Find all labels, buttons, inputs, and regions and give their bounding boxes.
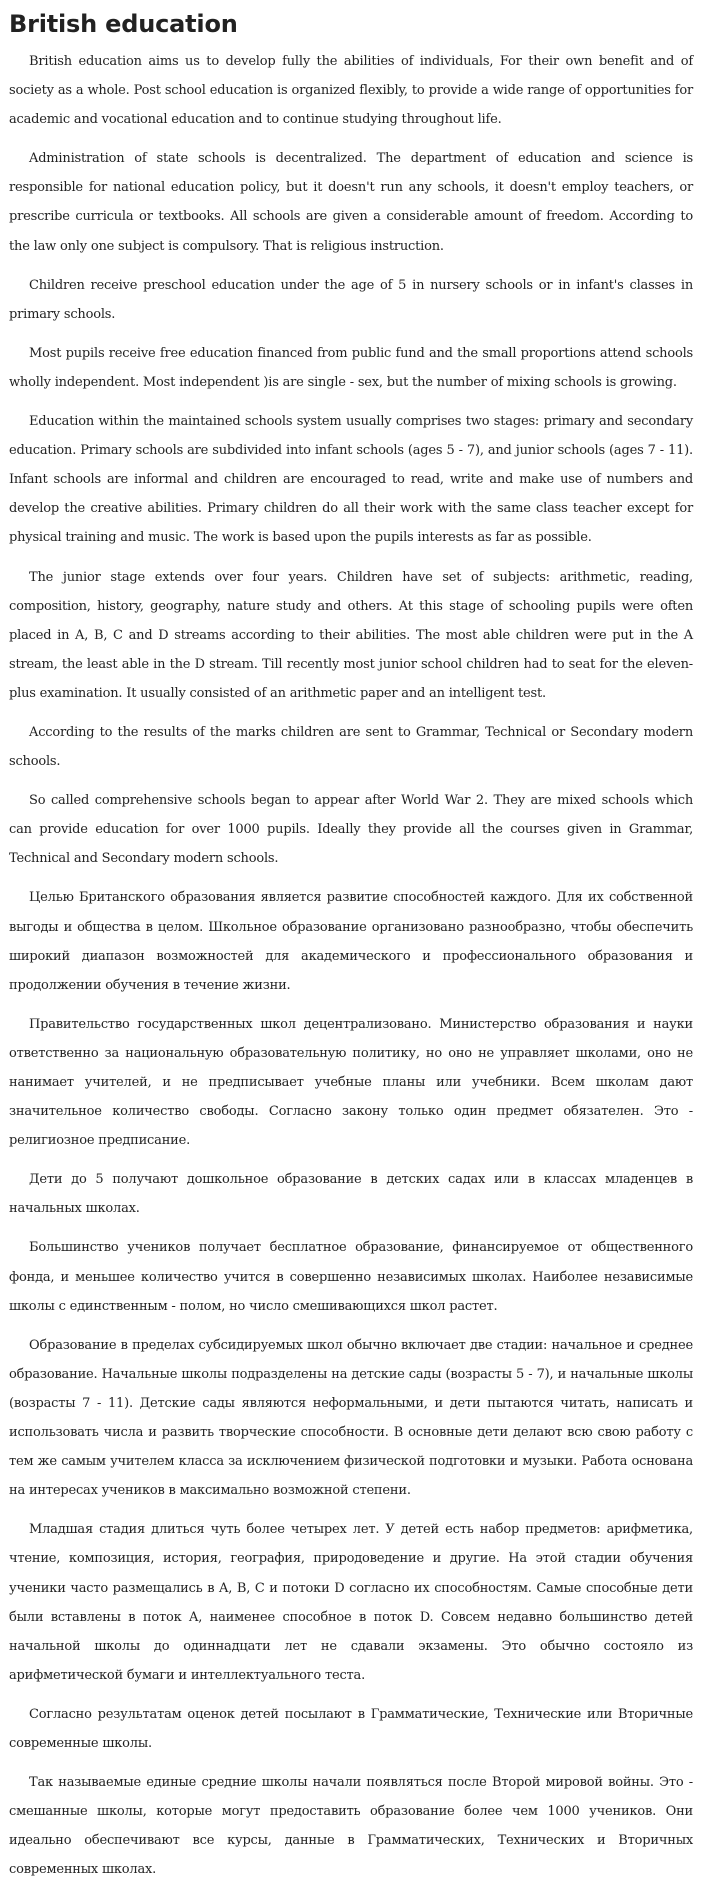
paragraph-10: Правительство государственных школ децентрализовано. Министерство образования и науки ответственно за национальную образовательную политику, но оно не управляет школами, оно не нанимает учителей, и не предписывает учебные планы или учебники. Всем школам дают значительное количество свободы. Согласно закону только один предмет обязателен. Это - религиозное предписание. xyxy=(9,1016,693,1149)
paragraph-13: Образование в пределах субсидируемых школ обычно включает две стадии: начальное и среднее образование. Начальные школы подразделены на детские сады (возрасты 5 - 7), и начальные школы (возрасты 7 - 11). Детские сады являются неформальными, и дети пытаются читать, написать и использовать числа и развить творческие способности. В основные дети делают всю свою работу с тем же самым учителем класса за исключением физической подготовки и музыки. Работа основана на интересах учеников в максимально возможной степени. xyxy=(9,1337,693,1499)
paragraph-2: Administration of state schools is decentralized. The department of education and science is responsible for national education policy, but it doesn't run any schools, it doesn't employ teachers, or prescribe curricula or textbooks. All schools are given a considerable amount of freedom. According to the law only one subject is compulsory. That is religious instruction. xyxy=(9,151,693,254)
paragraph-15: Согласно результатам оценок детей посылают в Грамматические, Технические или Вторичные современные школы. xyxy=(9,1706,693,1751)
paragraph-6: The junior stage extends over four years. Children have set of subjects: arithmetic, reading, composition, history, geography, nature study and others. At this stage of schooling pupils were often placed in A, B, C and D streams according to their abilities. The most able children were put in the A stream, the least able in the D stream. Till recently most junior school children had to seat for the eleven-plus examination. It usually consisted of an arithmetic paper and an intelligent test. xyxy=(9,569,693,701)
paragraph-5: Education within the maintained schools system usually comprises two stages: primary and secondary education. Primary schools are subdivided into infant schools (ages 5 - 7), and junior schools (ages 7 - 11). Infant schools are informal and children are encouraged to read, write and make use of numbers and develop the creative abilities. Primary children do all their work with the same class teacher except for physical training and music. The work is based upon the pupils interests as far as possible. xyxy=(9,414,693,546)
paragraph-11: Дети до 5 получают дошкольное образование в детских садах или в классах младенцев в начальных школах. xyxy=(9,1172,693,1217)
paragraph-12: Большинство учеников получает бесплатное образование, финансируемое от общественного фонда, и меньшее количество учится в совершенно независимых школах. Наиболее независимые школы с единственным - полом, но число смешивающихся школ растет. xyxy=(9,1240,693,1314)
paragraph-3: Children receive preschool education under the age of 5 in nursery schools or in infant's classes in primary schools. xyxy=(9,277,693,322)
paragraph-8: So called comprehensive schools began to appear after World War 2. They are mixed schools which can provide education for over 1000 pupils. Ideally they provide all the courses given in Grammar, Technical and Secondary modern schools. xyxy=(9,793,693,867)
paragraph-9: Целью Британского образования является развитие способностей каждого. Для их собственной выгоды и общества в целом. Школьное образование организовано разнообразно, чтобы обеспечить широкий диапазон возможностей для академического и профессионального образования и продолжении обучения в течение жизни. xyxy=(9,890,693,993)
paragraph-16: Так называемые единые средние школы начали появляться после Второй мировой войны. Это - смешанные школы, которые могут предоставить образование более чем 1000 учеников. Они идеально обеспечивают все курсы, данные в Грамматических, Технических и Вторичных современных школах. xyxy=(9,1775,693,1878)
paragraph-1: British education aims us to develop fully the abilities of individuals, For their own benefit and of society as a whole. Post school education is organized flexibly, to provide a wide range of opportunities for academic and vocational education and to continue studying throughout life. xyxy=(9,54,693,128)
paragraph-14: Младшая стадия длиться чуть более четырех лет. У детей есть набор предметов: арифметика, чтение, композиция, история, география, природоведение и другие. На этой стадии обучения ученики часто размещались в A, B, C и потоки D согласно их способностям. Самые способные дети были вставлены в поток A, наименее способное в поток D. Совсем недавно большинство детей начальной школы до одиннадцати лет не сдавали экзамены. Это обычно состояло из арифметической бумаги и интеллектуального теста. xyxy=(9,1522,693,1683)
paragraph-7: According to the results of the marks children are sent to Grammar, Technical or Secondary modern schools. xyxy=(9,724,693,770)
document-title: British education xyxy=(9,10,238,38)
paragraph-4: Most pupils receive free education financed from public fund and the small proportions attend schools wholly independent. Most independent )is are single - sex, but the number of mixing schools is growing. xyxy=(9,345,693,390)
